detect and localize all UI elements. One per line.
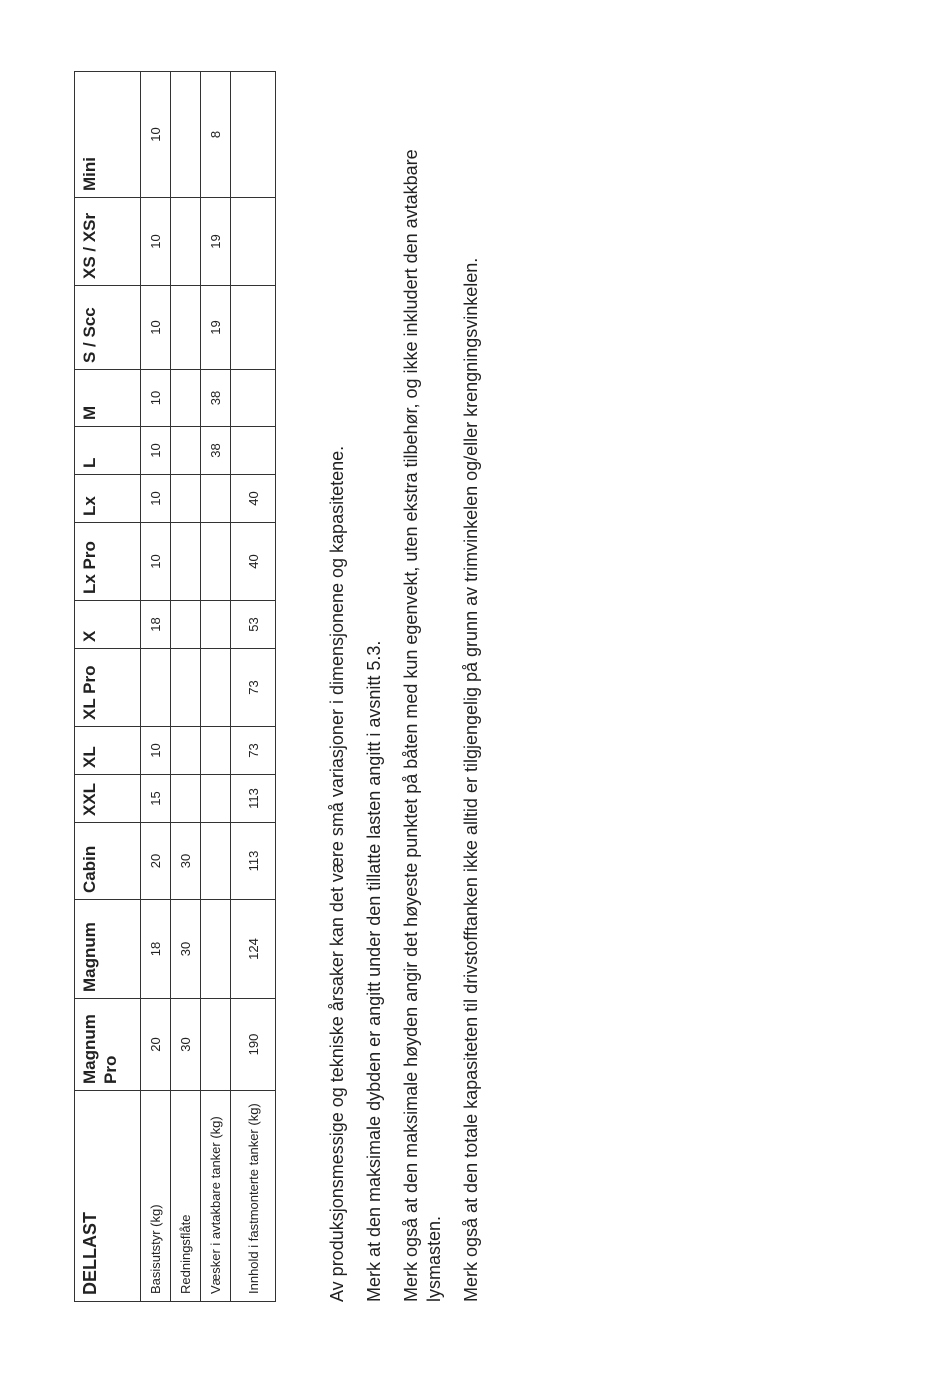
table-cell: 10 <box>141 72 171 198</box>
table-cell: 30 <box>171 999 201 1091</box>
column-header: Magnum <box>75 900 141 999</box>
table-cell <box>171 427 201 475</box>
table-cell <box>171 523 201 601</box>
table-cell <box>201 649 231 727</box>
table-cell: 19 <box>201 286 231 370</box>
column-header: Lx <box>75 475 141 523</box>
table-cell: 38 <box>201 427 231 475</box>
table-cell <box>201 775 231 823</box>
table-cell: 113 <box>231 823 276 900</box>
column-header: Cabin <box>75 823 141 900</box>
row-label: Redningsflåte <box>171 1091 201 1302</box>
table-cell: 20 <box>141 999 171 1091</box>
table-cell: 40 <box>231 523 276 601</box>
table-cell: 190 <box>231 999 276 1091</box>
table-cell: 38 <box>201 370 231 427</box>
table-cell: 73 <box>231 727 276 775</box>
table-cell: 8 <box>201 72 231 198</box>
column-header: Magnum Pro <box>75 999 141 1091</box>
capacity-table <box>74 71 276 1302</box>
column-header: XXL <box>75 775 141 823</box>
header-row <box>75 72 141 1302</box>
table-cell <box>171 370 201 427</box>
table-cell: 53 <box>231 601 276 649</box>
table-cell: 15 <box>141 775 171 823</box>
column-header: M <box>75 370 141 427</box>
table-cell <box>201 999 231 1091</box>
table-cell: 73 <box>231 649 276 727</box>
table-cell: 10 <box>141 727 171 775</box>
column-header: L <box>75 427 141 475</box>
table-cell: 124 <box>231 900 276 999</box>
table-cell <box>231 427 276 475</box>
table-cell <box>141 649 171 727</box>
table-cell <box>201 601 231 649</box>
column-header: S / Scc <box>75 286 141 370</box>
column-header: XL <box>75 727 141 775</box>
column-header: Lx Pro <box>75 523 141 601</box>
table-cell <box>171 198 201 286</box>
note-paragraph: Merk at den maksimale dybden er angitt under den tillatte lasten angitt i avsnitt 5.3. <box>364 640 384 1302</box>
table-cell: 19 <box>201 198 231 286</box>
table-cell: 18 <box>141 601 171 649</box>
table-cell: 20 <box>141 823 171 900</box>
column-header: XL Pro <box>75 649 141 727</box>
row-label: Væsker i avtakbare tanker (kg) <box>201 1091 231 1302</box>
table-cell: 113 <box>231 775 276 823</box>
column-header: XS / XSr <box>75 198 141 286</box>
table-cell <box>231 198 276 286</box>
table-cell <box>201 523 231 601</box>
row-label: Basisutstyr (kg) <box>141 1091 171 1302</box>
table-cell <box>171 601 201 649</box>
table-cell: 10 <box>141 475 171 523</box>
table-row <box>201 72 231 1302</box>
table-cell: 40 <box>231 475 276 523</box>
notes-section <box>326 62 497 1302</box>
table-cell: 10 <box>141 427 171 475</box>
table-cell <box>171 727 201 775</box>
table-cell <box>201 900 231 999</box>
table-cell <box>171 72 201 198</box>
corner-header: DELLAST <box>75 1091 141 1302</box>
note-paragraph: Av produksjonsmessige og tekniske årsaker kan det være små variasjoner i dimensjonene og kapasitetene. <box>327 445 347 1302</box>
table-cell <box>171 775 201 823</box>
table-cell <box>231 370 276 427</box>
table-cell <box>171 649 201 727</box>
note-paragraph: Merk også at den maksimale høyden angir det høyeste punktet på båten med kun egenvekt, uten ekstra tilbehør, og ikke inkludert den avtakbare lysmasten. <box>401 149 444 1302</box>
table-cell <box>171 286 201 370</box>
table-cell: 18 <box>141 900 171 999</box>
table-row <box>141 72 171 1302</box>
table-cell: 10 <box>141 286 171 370</box>
table-row <box>171 72 201 1302</box>
table-cell: 10 <box>141 523 171 601</box>
table-cell <box>201 727 231 775</box>
table-cell <box>171 475 201 523</box>
column-header: X <box>75 601 141 649</box>
table-cell: 10 <box>141 198 171 286</box>
table-cell: 30 <box>171 900 201 999</box>
table-row <box>231 72 276 1302</box>
table-cell <box>231 286 276 370</box>
table-cell: 10 <box>141 370 171 427</box>
table-cell: 30 <box>171 823 201 900</box>
note-paragraph: Merk også at den totale kapasiteten til drivstofftanken ikke alltid er tilgjengelig på grunn av trimvinkelen og/eller krengningsvinkelen. <box>461 257 481 1302</box>
column-header: Mini <box>75 72 141 198</box>
row-label: Innhold i fastmonterte tanker (kg) <box>231 1091 276 1302</box>
table-cell <box>201 823 231 900</box>
table-cell <box>231 72 276 198</box>
table-cell <box>201 475 231 523</box>
